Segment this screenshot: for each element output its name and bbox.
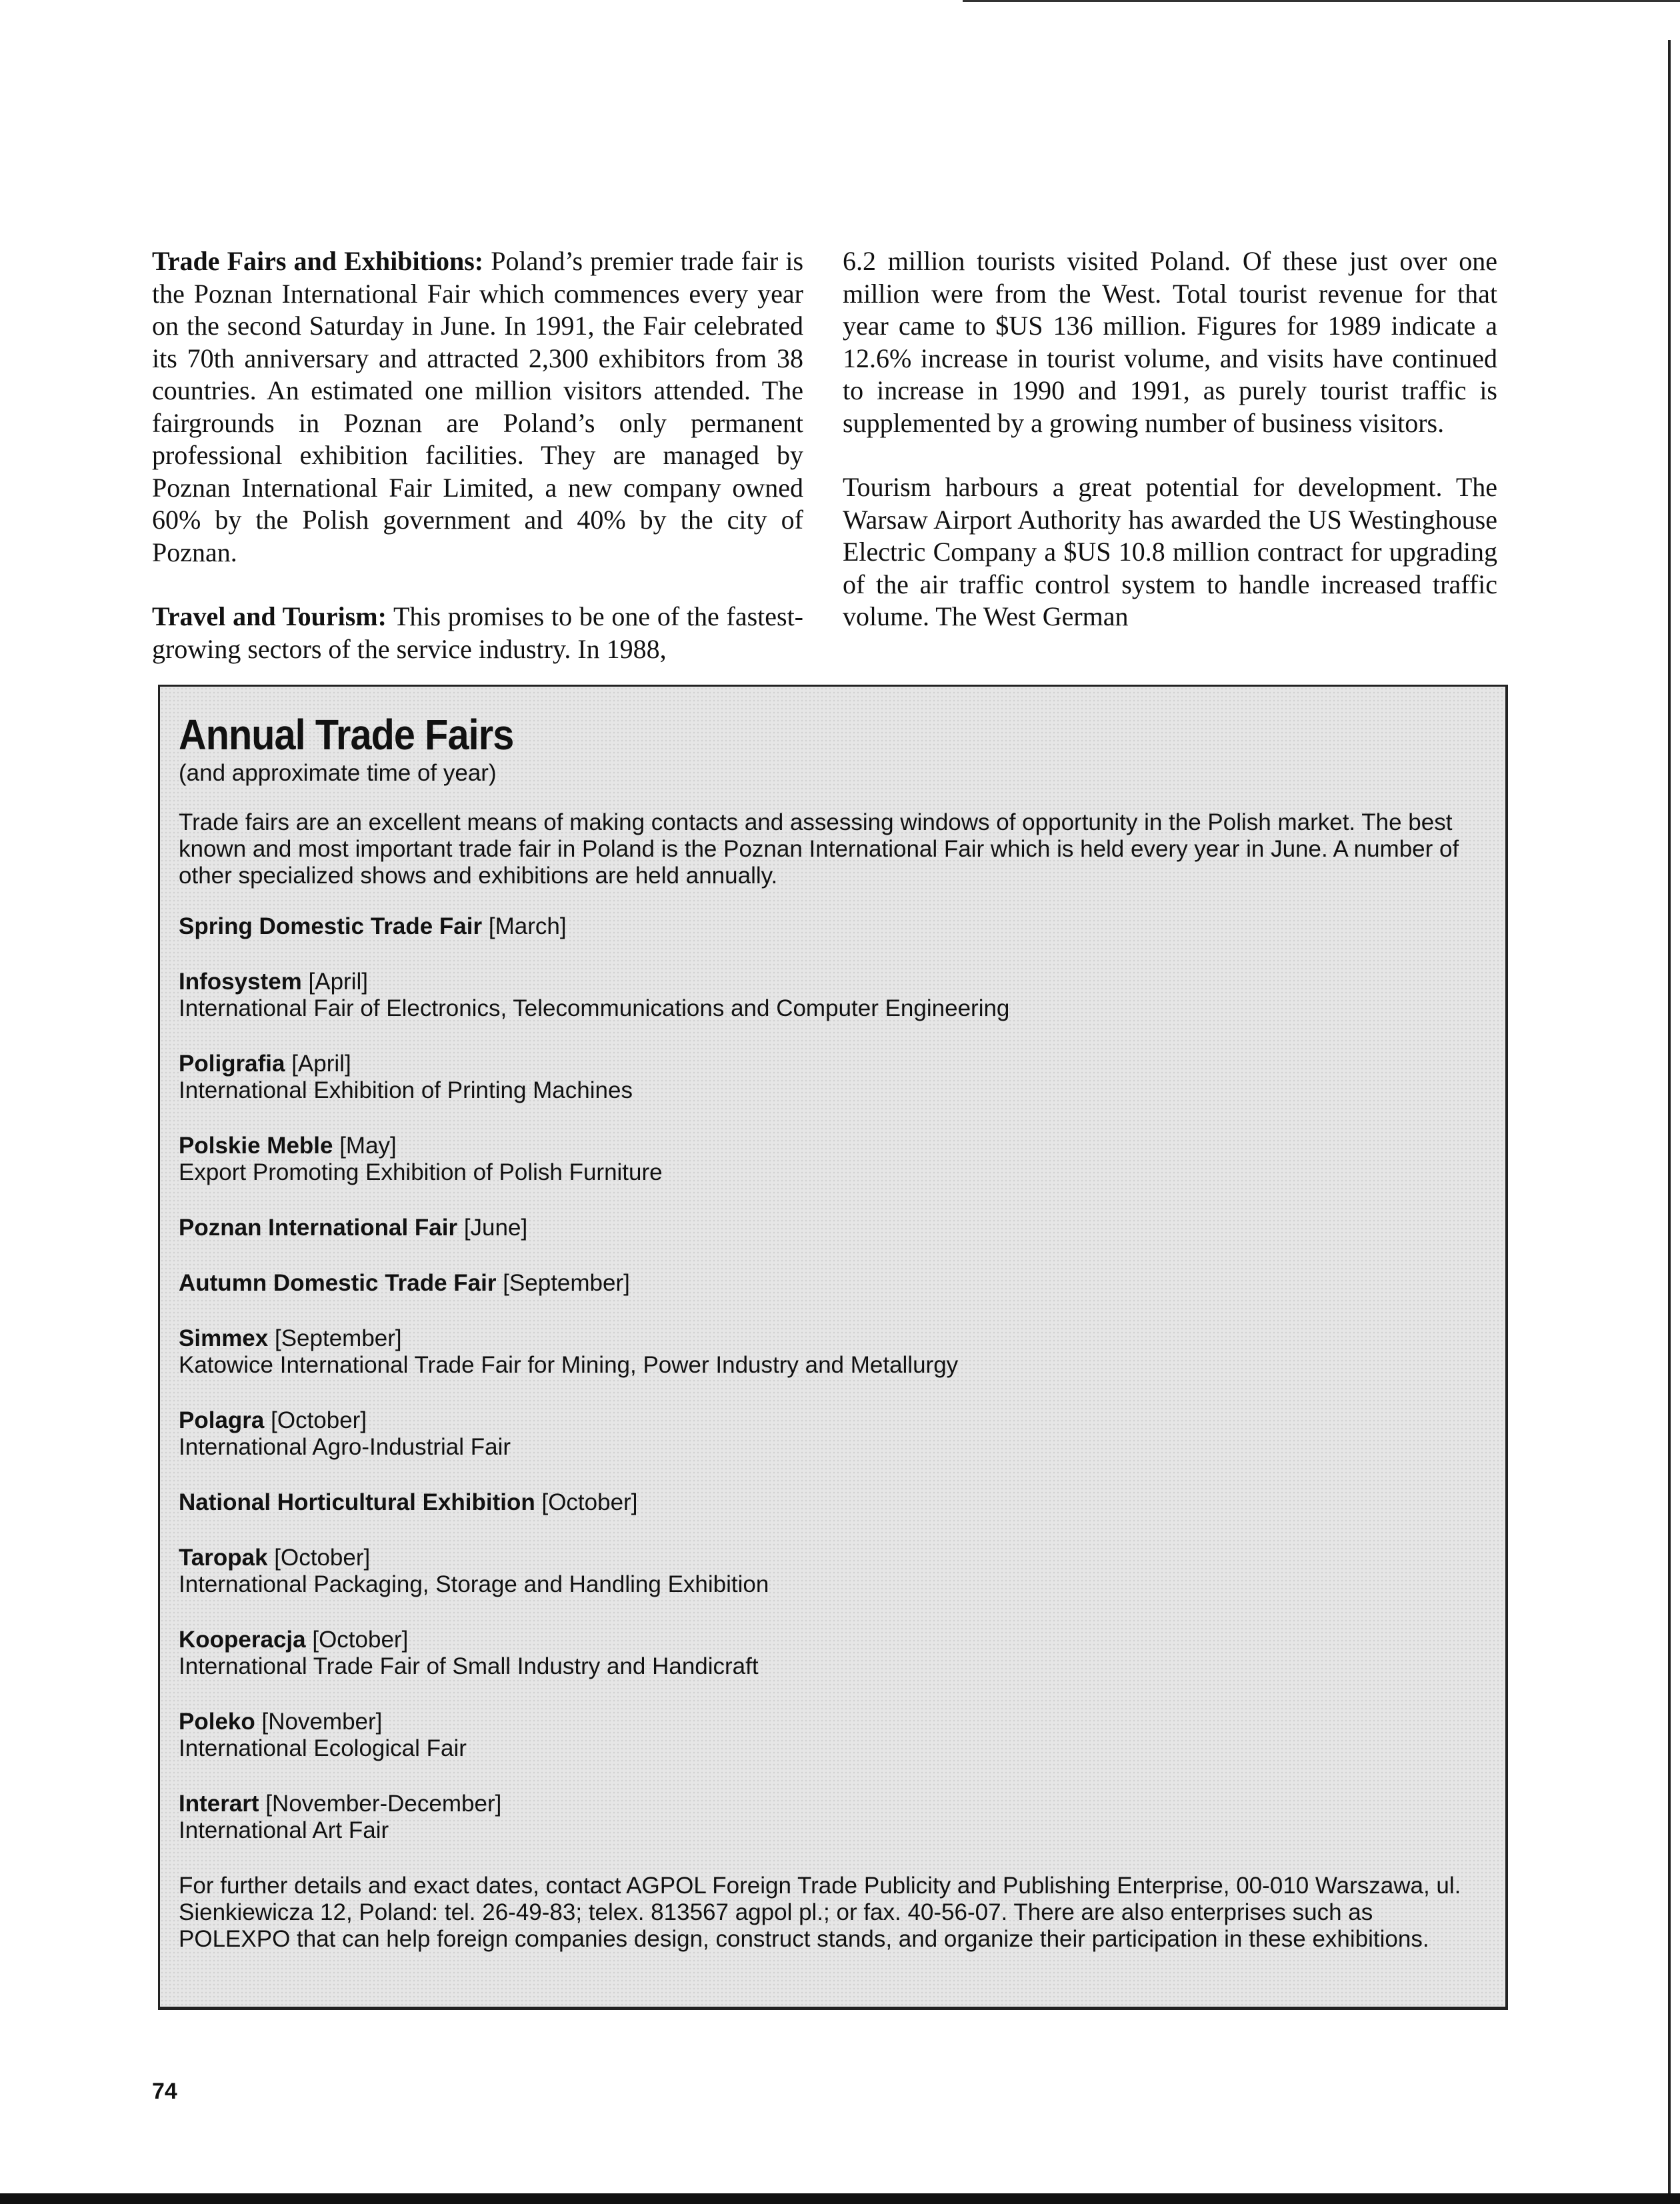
fair-time: [October] <box>264 1407 367 1433</box>
fair-description: International Ecological Fair <box>179 1735 467 1761</box>
fair-time: [June] <box>457 1215 528 1241</box>
fair-time: [September] <box>496 1270 630 1296</box>
text-trade-fairs: Poland’s premier trade fair is the Poznan International Fair which commences every year on the second Saturday in June. In 1991, the Fair celebrated its 70th anniversary and attracted 2,300 exhibitors from 38 countries. An estimated one million visitors attended. The fairgrounds in Poznan are Poland’s only permanent professional exhibition facilities. They are managed by Poznan International Fair Limited, a new company owned 60% by the Polish government and 40% by the city of Poznan. <box>152 246 804 567</box>
fair-time: [April] <box>285 1051 351 1077</box>
fair-entry <box>179 1270 1479 1297</box>
fair-heading-line <box>179 1215 1479 1241</box>
fair-time: [April] <box>301 969 368 995</box>
fair-heading-line <box>179 1791 1479 1817</box>
fair-name: National Horticultural Exhibition <box>179 1489 535 1515</box>
right-edge-rule <box>1668 40 1671 2204</box>
fair-entry <box>179 1627 1479 1680</box>
fair-description: International Fair of Electronics, Telecommunications and Computer Engineering <box>179 995 1010 1021</box>
text-travel-tourism: This promises to be one of the fastest-growing sectors of the service industry. In 1988, <box>152 601 803 664</box>
page-number: 74 <box>152 2079 177 2104</box>
right-column <box>843 245 1497 633</box>
fair-name: Taropak <box>179 1545 268 1571</box>
fair-heading-line <box>179 1270 1479 1297</box>
fair-heading-line <box>179 1627 1479 1653</box>
fair-description: International Agro-Industrial Fair <box>179 1434 511 1460</box>
fair-list <box>179 913 1479 1844</box>
fair-entry <box>179 969 1479 1022</box>
fair-heading-line <box>179 1133 1479 1159</box>
fair-name: Polskie Meble <box>179 1133 333 1159</box>
fair-time: [October] <box>535 1489 638 1515</box>
top-edge-rule <box>963 0 1680 2</box>
fair-name: Poznan International Fair <box>179 1215 458 1241</box>
fair-name: Poligrafia <box>179 1051 285 1077</box>
fair-description: International Trade Fair of Small Industry and Handicraft <box>179 1653 759 1679</box>
fair-entry <box>179 1325 1479 1379</box>
paragraph-travel-tourism <box>152 601 803 665</box>
fair-entry <box>179 1215 1479 1241</box>
fair-heading-line <box>179 1325 1479 1352</box>
fair-description: International Art Fair <box>179 1817 389 1843</box>
fair-name: Polagra <box>179 1407 265 1433</box>
fair-name: Kooperacja <box>179 1627 306 1653</box>
fair-time: [October] <box>267 1545 371 1571</box>
fair-time: [October] <box>305 1627 409 1653</box>
fair-entry <box>179 1489 1479 1516</box>
fair-entry <box>179 1709 1479 1762</box>
sidebar-footer: For further details and exact dates, contact AGPOL Foreign Trade Publicity and Publishing Enterprise, 00-010 Warszawa, ul. Sienkiewicza 12, Poland: tel. 26-49-83; telex. 813567 agpol pl.; or fax. 40-56-07. There are also enterprises such as POLEXPO that can help foreign companies design, construct stands, and organize their participation in these exhibitions. <box>179 1873 1461 1952</box>
fair-description: Export Promoting Exhibition of Polish Furniture <box>179 1159 663 1185</box>
fair-description: International Packaging, Storage and Handling Exhibition <box>179 1571 769 1597</box>
fair-heading-line <box>179 1545 1479 1571</box>
fair-name: Poleko <box>179 1709 255 1735</box>
fair-name: Simmex <box>179 1325 269 1351</box>
sidebar-title: Annual Trade Fairs <box>179 711 514 759</box>
fair-heading-line <box>179 1489 1479 1516</box>
fair-heading-line <box>179 1709 1479 1735</box>
fair-description: International Exhibition of Printing Machines <box>179 1077 633 1103</box>
fair-entry <box>179 1051 1479 1104</box>
fair-name: Infosystem <box>179 969 302 995</box>
heading-travel-tourism: Travel and Tourism: <box>152 601 387 631</box>
annual-trade-fairs-sidebar <box>158 685 1508 2010</box>
bottom-edge-rule <box>0 2193 1680 2204</box>
fair-name: Interart <box>179 1791 259 1817</box>
paragraph-trade-fairs <box>152 245 803 569</box>
sidebar-intro: Trade fairs are an excellent means of making contacts and assessing windows of opportunity in the Polish market. The best known and most important trade fair in Poland is the Poznan International Fair which is held every year in June. A number of other specialized shows and exhibitions are held annually. <box>179 809 1459 889</box>
fair-heading-line <box>179 1407 1479 1434</box>
paragraph-tourism-potential: Tourism harbours a great potential for development. The Warsaw Airport Authority has awarded the US Westinghouse Electric Company a $US 10.8 million contract for upgrading of the air traffic control system to handle increased traffic volume. The West German <box>843 472 1497 631</box>
heading-trade-fairs: Trade Fairs and Exhibitions: <box>152 246 484 276</box>
fair-entry <box>179 913 1479 940</box>
fair-heading-line <box>179 969 1479 995</box>
left-column <box>152 245 803 665</box>
fair-time: [March] <box>482 913 567 939</box>
fair-entry <box>179 1133 1479 1186</box>
fair-name: Spring Domestic Trade Fair <box>179 913 483 939</box>
fair-entry <box>179 1407 1479 1461</box>
fair-name: Autumn Domestic Trade Fair <box>179 1270 497 1296</box>
fair-entry <box>179 1545 1479 1598</box>
fair-heading-line <box>179 913 1479 940</box>
fair-time: [May] <box>333 1133 397 1159</box>
fair-time: [November-December] <box>259 1791 502 1817</box>
fair-entry <box>179 1791 1479 1844</box>
fair-time: [September] <box>268 1325 402 1351</box>
fair-heading-line <box>179 1051 1479 1077</box>
paragraph-tourists: 6.2 million tourists visited Poland. Of these just over one million were from the West. Total tourist revenue for that year came to $US 136 million. Figures for 1989 indicate a 12.6% increase in tourist volume, and visits have continued to increase in 1990 and 1991, as purely tourist traffic is supplemented by a growing number of business visitors. <box>843 246 1497 438</box>
fair-time: [November] <box>255 1709 383 1735</box>
sidebar-subtitle: (and approximate time of year) <box>179 760 497 786</box>
fair-description: Katowice International Trade Fair for Mining, Power Industry and Metallurgy <box>179 1352 959 1378</box>
